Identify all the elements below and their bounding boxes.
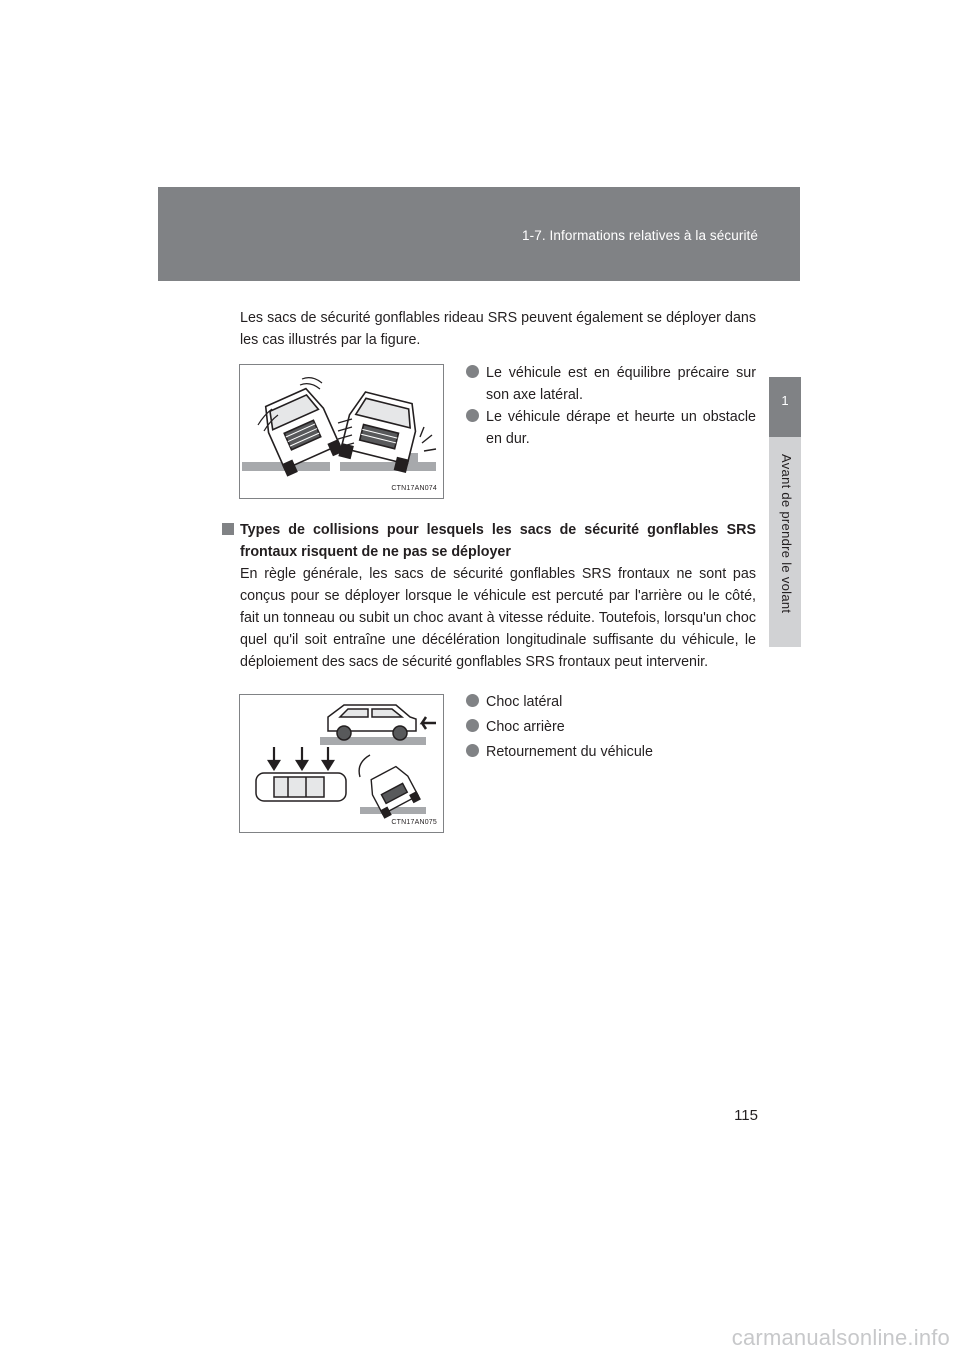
tilted-vehicles-illustration [240, 365, 443, 498]
section-title: 1-7. Informations relatives à la sécurité [522, 228, 758, 243]
intro-paragraph: Les sacs de sécurité gonflables rideau SRS peuvent également se déployer dans les cas illustrés par la figure. [240, 310, 756, 348]
bullet-icon [466, 719, 479, 732]
bullet-icon [466, 409, 479, 422]
bullet-text: Choc arrière [486, 719, 565, 735]
bullet-icon [466, 365, 479, 378]
figure-side-tilt-illustration [239, 364, 444, 499]
list-item [466, 691, 756, 713]
page-number: 115 [734, 1107, 758, 1124]
list-item [466, 362, 756, 406]
bullet-icon [466, 694, 479, 707]
figure-code: CTN17AN074 [391, 485, 437, 492]
chapter-title: Avant de prendre le volant [779, 454, 794, 614]
section-heading-text: Types de collisions pour lesquels les sacs de sécurité gonflables SRS frontaux risquent de ne pas se déployer [240, 522, 756, 560]
list-item [466, 406, 756, 450]
figure-code: CTN17AN075 [391, 819, 437, 826]
figure-collision-types-illustration [239, 694, 444, 833]
list-item [466, 716, 756, 738]
bullet-icon [466, 744, 479, 757]
header-bar [158, 187, 800, 281]
section-heading [222, 519, 756, 563]
chapter-tab [769, 377, 801, 437]
bullet-text: Retournement du véhicule [486, 744, 653, 760]
collision-types-illustration [240, 695, 443, 832]
watermark: carmanualsonline.info [731, 1325, 950, 1350]
bullet-text: Le véhicule est en équilibre précaire sur son axe latéral. [486, 365, 756, 403]
bullet-text: Choc latéral [486, 694, 563, 710]
list-item [466, 741, 756, 763]
chapter-number: 1 [781, 393, 789, 408]
bullet-text: Le véhicule dérape et heurte un obstacle en dur. [486, 409, 756, 447]
section-body: En règle générale, les sacs de sécurité gonflables SRS frontaux ne sont pas conçus pour se déployer lorsque le véhicule est percuté par l'arrière ou le côté, fait un tonneau ou subit un choc avant à vitesse réduite. Toutefois, lorsqu'un choc quel qu'il soit entraîne une décélération longitudinale suffisante du véhicule, le déploiement des sacs de sécurité gonflables SRS frontaux peut intervenir. [240, 566, 756, 670]
square-bullet-icon [222, 523, 234, 535]
